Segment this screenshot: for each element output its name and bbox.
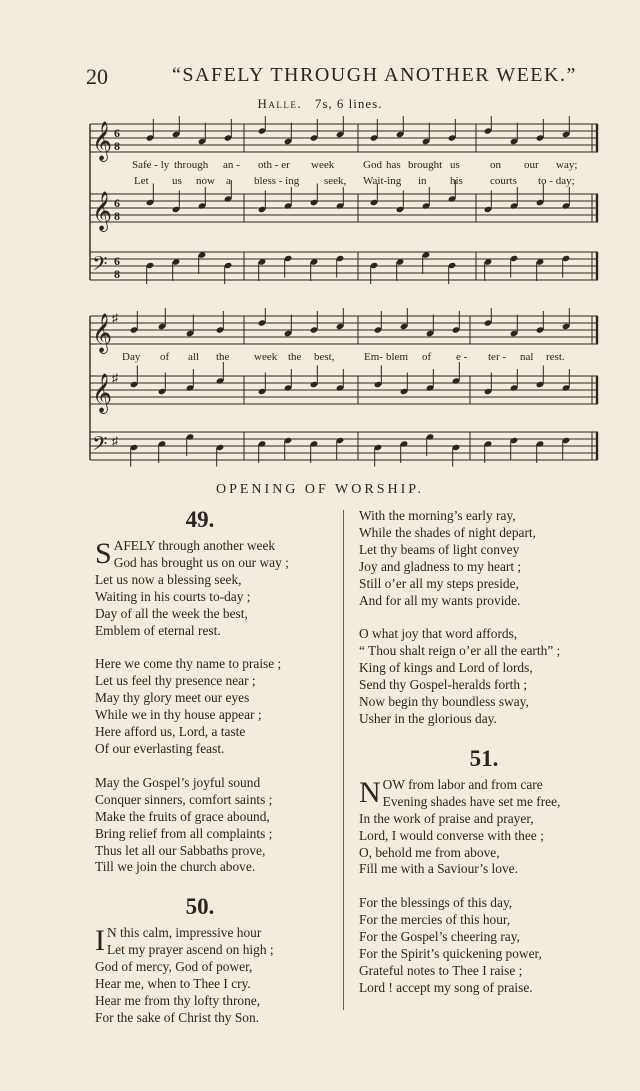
staff-treble-2 (90, 194, 598, 222)
lyric-syllable: Day (122, 351, 141, 363)
lyric-syllable: us (172, 175, 182, 187)
lyric-syllable: Safe - ly (132, 159, 170, 171)
tune-meter: 7s, 6 lines. (314, 96, 383, 111)
verse-line: Let my prayer ascend on high ; (107, 942, 274, 958)
lyric-syllable: of (422, 351, 432, 363)
lyric-syllable: his (450, 175, 463, 187)
lyric-syllable: best, (314, 351, 335, 363)
stanza (359, 777, 609, 878)
verse-line: Evening shades have set me free, (382, 793, 561, 809)
column-divider (343, 510, 344, 1010)
lyric-syllable: seek, (324, 175, 347, 187)
lyric-syllable: courts (490, 175, 517, 187)
bass-clef-icon: 𝄢 (92, 254, 108, 280)
lyric-syllable: brought (408, 159, 443, 171)
staff-treble-1 (90, 124, 598, 152)
verse-line: In the work of praise and prayer, (359, 810, 534, 826)
treble-clef-icon: 𝄞 (92, 375, 113, 412)
lyrics-line (122, 351, 565, 363)
drop-cap: S (95, 537, 112, 570)
verse-line: For the mercies of this hour, (359, 912, 511, 928)
barlines (244, 316, 597, 460)
stanza (95, 656, 325, 757)
verse-line: For the sake of Christ thy Son. (95, 1009, 260, 1025)
lyric-syllable: the (216, 351, 230, 363)
verse-line: Conquer sinners, comfort saints ; (95, 791, 273, 807)
notes-system-2 (130, 308, 571, 467)
page-number: 20 (86, 64, 108, 89)
verse-line: God has brought us on our way ; (113, 554, 289, 570)
first-line-rest: OW from labor and from care (382, 776, 543, 792)
lyrics-line-1 (132, 159, 577, 171)
verse-line: May the Gospel’s joyful sound (95, 774, 261, 790)
verse-line: Hear me, when to Thee I cry. (95, 976, 251, 992)
lyric-syllable: blem (386, 351, 408, 363)
lyrics-line-2 (134, 175, 575, 187)
verse-line: Make the fruits of grace abound, (95, 808, 270, 824)
lyric-syllable: an - (223, 159, 240, 171)
staff-treble-2 (90, 376, 598, 404)
lyric-syllable: now (196, 175, 215, 187)
lyric-syllable: ter - (488, 351, 507, 363)
verse-line: “ Thou shalt reign o’er all the earth” ; (359, 643, 561, 659)
verse-line: Lord ! accept my song of praise. (359, 979, 533, 995)
lyric-syllable: through (174, 159, 209, 171)
verse-line: God of mercy, God of power, (95, 959, 253, 975)
stanza (95, 538, 325, 639)
staff-bass (90, 432, 598, 460)
drop-cap: I (95, 924, 105, 958)
lyric-syllable: of (160, 351, 170, 363)
verse-line: Now begin thy boundless sway, (359, 694, 529, 710)
stanza (95, 775, 325, 876)
verse-line: Usher in the glorious day. (359, 710, 497, 726)
verse-line: Of our everlasting feast. (95, 740, 225, 756)
lyric-syllable: God (363, 159, 382, 171)
verse-line: Fill me with a Saviour’s love. (359, 861, 518, 877)
music-system-2 (78, 308, 613, 468)
verse-line: For the Gospel’s cheering ray, (359, 929, 520, 945)
hymn-number: 50. (185, 894, 215, 920)
stanza (359, 626, 609, 727)
sharp-icon: ♯ (112, 434, 118, 448)
lyric-syllable: Wait-ing (363, 175, 402, 187)
verse-line: O, behold me from above, (359, 844, 500, 860)
tune-caption (0, 96, 640, 112)
sharp-icon: ♯ (112, 311, 118, 325)
verse-line: King of kings and Lord of lords, (359, 660, 533, 676)
first-line-rest: AFELY through another week (113, 538, 276, 553)
stanza (95, 925, 325, 1026)
verse-line: Grateful notes to Thee I raise ; (359, 962, 523, 978)
sharp-icon: ♯ (112, 371, 118, 385)
time-signature: 8 (114, 267, 120, 281)
music-system-1 (78, 116, 613, 284)
time-signature: 8 (114, 139, 120, 153)
lyric-syllable: the (288, 351, 302, 363)
right-column (359, 508, 609, 1014)
verse-line: Till we join the church above. (95, 859, 256, 875)
verse-line: Here we come thy name to praise ; (95, 656, 282, 672)
lyric-syllable: nal (520, 351, 534, 363)
verse-line: Bring relief from all complaints ; (95, 825, 273, 841)
left-column (95, 506, 325, 1044)
staff-bass (90, 252, 598, 280)
running-title: “SAFELY THROUGH ANOTHER WEEK.” (172, 64, 577, 86)
stanza (359, 895, 609, 996)
verse-line: While we in thy house appear ; (95, 707, 262, 723)
verse-line: Joy and gladness to my heart ; (359, 558, 522, 574)
lyric-syllable: to - day; (538, 175, 575, 187)
verse-line: And for all my wants provide. (359, 592, 521, 608)
barlines (244, 124, 597, 280)
lyric-syllable: a (226, 175, 231, 187)
lyric-syllable: Em- (364, 351, 383, 363)
verse-line: May thy glory meet our eyes (95, 690, 250, 706)
verse-line: For the Spirit’s quickening power, (359, 946, 542, 962)
treble-clef-icon: 𝄞 (92, 193, 113, 230)
lyric-syllable: week (254, 351, 278, 363)
section-title: OPENING OF WORSHIP. (215, 482, 425, 497)
bass-clef-icon: 𝄢 (92, 434, 108, 460)
verse-line: Emblem of eternal rest. (95, 622, 221, 638)
staff-treble-1 (90, 316, 598, 344)
stanza (359, 508, 609, 609)
verse-line: For the blessings of this day, (359, 895, 513, 911)
lyric-syllable: e - (456, 351, 468, 363)
time-signature: 6 (114, 196, 120, 210)
lyric-syllable: week (311, 159, 335, 171)
verse-line: Day of all the week the best, (95, 605, 248, 621)
hymn-number: 49. (185, 507, 215, 532)
verse-line: While the shades of night depart, (359, 524, 537, 540)
first-line-rest: N this calm, impressive hour (107, 925, 262, 941)
lyric-syllable: rest. (546, 351, 565, 363)
hymn-number: 51. (469, 745, 499, 771)
treble-clef-icon: 𝄞 (92, 315, 113, 352)
tune-name: Halle. (257, 96, 303, 111)
time-signature: 6 (114, 126, 120, 140)
treble-clef-icon: 𝄞 (92, 123, 113, 160)
verse-line: Still o’er all my steps preside, (359, 575, 519, 591)
lyric-syllable: bless - ing (254, 175, 300, 187)
lyric-syllable: oth - er (258, 159, 290, 171)
lyric-syllable: us (450, 159, 460, 171)
lyric-syllable: all (188, 351, 199, 363)
verse-line: Hear me from thy lofty throne, (95, 992, 261, 1008)
verse-line: Waiting in his courts to-day ; (95, 588, 251, 604)
lyric-syllable: way; (556, 159, 578, 171)
lyric-syllable: in (418, 175, 427, 187)
drop-cap: N (359, 775, 381, 809)
verse-line: Let us feel thy presence near ; (95, 673, 256, 689)
verse-line: Here afford us, Lord, a taste (95, 724, 246, 740)
time-signature: 6 (114, 254, 120, 268)
verse-line: Lord, I would converse with thee ; (359, 827, 544, 843)
verse-line: Send thy Gospel-heralds forth ; (359, 677, 528, 693)
time-signature: 8 (114, 209, 120, 223)
lyric-syllable: has (386, 159, 401, 171)
verse-line: Let thy beams of light convey (359, 541, 520, 557)
lyric-syllable: our (524, 159, 539, 171)
verse-line: Let us now a blessing seek, (95, 571, 242, 587)
lyric-syllable: Let (134, 175, 149, 187)
verse-line: O what joy that word affords, (359, 626, 518, 642)
verse-line: With the morning’s early ray, (359, 508, 516, 523)
verse-line: Thus let all our Sabbaths prove, (95, 842, 266, 858)
lyric-syllable: on (490, 159, 501, 171)
